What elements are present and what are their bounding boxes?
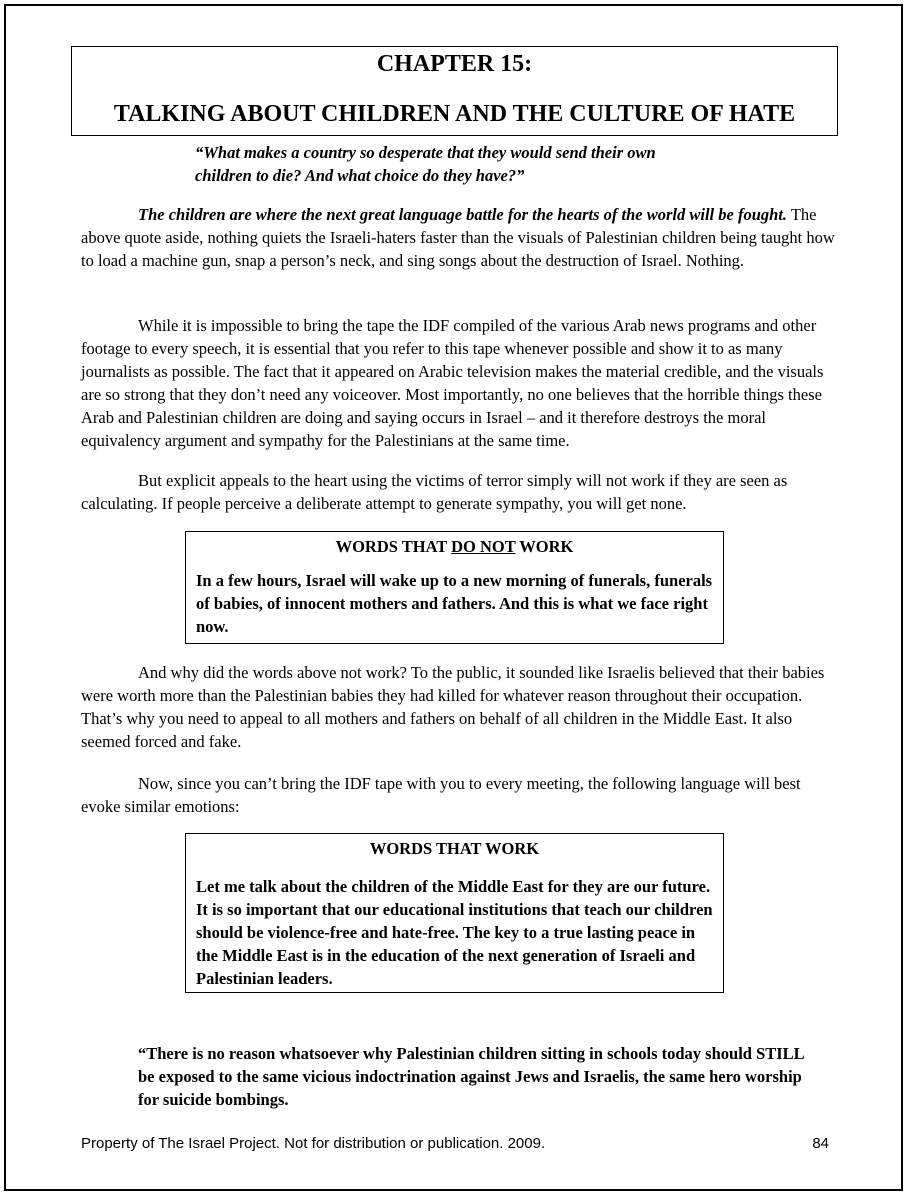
chapter-title: TALKING ABOUT CHILDREN AND THE CULTURE OF HATE: [113, 101, 796, 127]
footer-text: Property of The Israel Project. Not for distribution or publication. 2009.: [81, 1135, 546, 1152]
words-that-work-body: Let me talk about the children of the Middle East for they are our future. It is so important that our educational institutions that teach our children should be violence-free and hate-free. The key to a true lasting peace in the Middle East is in the education of the next generation of Israeli and Palestinian leaders.: [196, 877, 713, 988]
chapter-number: CHAPTER 15:: [376, 51, 533, 77]
paragraph-3: But explicit appeals to the heart using the victims of terror simply will not work if they are seen as calculating. If people perceive a deliberate attempt to generate sympathy, you will get none.: [81, 471, 788, 513]
closing-quote: “There is no reason whatsoever why Palestinian children sitting in schools today should STILL be exposed to the same vicious indoctrination against Jews and Israelis, the same hero worship for suicide bombings.: [138, 1044, 804, 1109]
epigraph: [195, 141, 715, 187]
paragraph-1: [81, 203, 841, 272]
chapter-heading-box: [71, 46, 838, 136]
paragraph-2: While it is impossible to bring the tape the IDF compiled of the various Arab news programs and other footage to every speech, it is essential that you refer to this tape whenever possible and show it to as many journalists as possible. The fact that it appeared on Arabic television makes the material credible, and the visuals are so strong that they don’t need any voiceover. Most importantly, no one believes that the horrible things these Arab and Palestinian children are doing and saying occurs in Israel – and it therefore destroys the moral equivalency argument and sympathy for the Palestinians at the same time.: [81, 316, 824, 450]
epigraph-line-1: “What makes a country so desperate that they would send their own: [195, 143, 656, 162]
words-that-do-not-work-box: [185, 531, 724, 644]
words-that-do-not-work-body: In a few hours, Israel will wake up to a new morning of funerals, funerals of babies, of innocent mothers and fathers. And this is what we face right now.: [196, 571, 713, 636]
paragraph-5: Now, since you can’t bring the IDF tape with you to every meeting, the following language will best evoke similar emotions:: [81, 774, 801, 816]
heading-prefix: WORDS THAT: [335, 537, 452, 556]
epigraph-line-2: children to die? And what choice do they have?”: [195, 166, 525, 185]
words-that-do-not-work-heading: [186, 535, 723, 558]
heading-underlined: DO NOT: [451, 537, 516, 556]
paragraph-4: And why did the words above not work? To the public, it sounded like Israelis believed that their babies were worth more than the Palestinian babies they had killed for whatever reason throughout their occupation. That’s why you need to appeal to all mothers and fathers on behalf of all children in the Middle East. It also seemed forced and fake.: [81, 663, 825, 751]
paragraph-1-emphasis: The children are where the next great language battle for the hearts of the world will be fought.: [138, 205, 788, 224]
words-that-work-box: [185, 833, 724, 993]
paragraph-1-text: The above quote aside, nothing quiets the Israeli-haters faster than the visuals of Palestinian children being taught how to load a machine gun, snap a person’s neck, and sing songs about the destruction of Israel. Nothing.: [81, 205, 835, 270]
heading-suffix: WORK: [515, 537, 574, 556]
page-number: 84: [812, 1135, 829, 1152]
words-that-work-heading: WORDS THAT WORK: [369, 839, 540, 858]
